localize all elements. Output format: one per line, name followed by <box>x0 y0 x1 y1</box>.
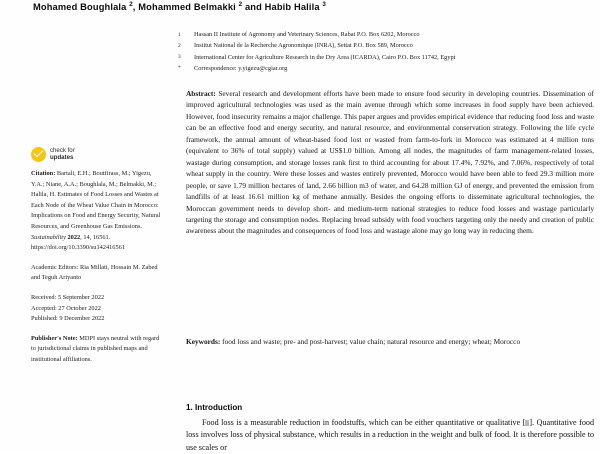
author-separator-1: , Mohammed Belmakki <box>132 2 239 13</box>
author-affiliation-marker-3: 3 <box>322 1 327 8</box>
affiliation-text: Institut National de la Recherche Agronomique (INRA), Settat P.O. Box 589, Morocco <box>194 42 413 50</box>
author-affiliation-marker-2: 2 <box>238 1 243 8</box>
publication-dates-block <box>31 293 163 325</box>
citation-text: Bartali, E.H.; Boutfirass, M.; Yigezu, Y.A.; Niane, A.A.; Boughlala, M.; Belmakki, M.; Halila, H. Estimates of Food Losses and Wastes at Each Node of the Wheat Value Chain in Morocco: Implications on Food and Energy Security, Natural Resources, and Greenhouse Gas Emissions. <box>31 170 161 230</box>
section-body-introduction <box>186 417 594 454</box>
keywords-label: Keywords: <box>186 337 221 346</box>
date-received <box>31 293 163 304</box>
correspondence-marker: * <box>178 65 181 72</box>
date-accepted <box>31 304 163 315</box>
sidebar <box>31 147 163 375</box>
abstract-text: Several research and development efforts have been made to ensure food security in developing countries. Dissemination of improved agricultural technologies was used as the main avenue through which some increases in food supply have been achieved. However, food insecurity remains a major challenge. This paper argues and provides empirical evidence that reducing food loss and waste can be an effective food and energy security, and natural resource, and environmental conservation strategy. Following the life cycle framework, the annual amount of wheat-based food lost or wasted from farm-to-fork in Morocco was estimated at 4 million tons (equivalent to 36% of total supply) valued at US$1.0 billion. Among all nodes, the magnitudes of farm management-related losses, wastage during consumption, and storage losses rank first to third accounting for about 17.4%, 7.92%, and 7.06%, respectively of total wheat supply in the country. Were these losses and wastes entirely prevented, Morocco would have been able to feed 29.3 million more people, or save 1.79 million hectares of land, 2.66 billion m3 of water, and 64.28 million GJ of energy, and prevented the emission from landfills of at least 16.61 million kg of methane annually. Besides the ongoing efforts to disseminate agricultural technologies, the Moroccan government needs to develop short- and medium-term national strategies to reduce food losses and wastage particularly targeting the storage and consumption nodes. Replacing bread subsidy with food vouchers targeting only the needy and creation of public awareness about the magnitudes and consequences of food loss and wastage alone may go long way in reducing them. <box>186 89 594 236</box>
publisher-note-block <box>31 334 163 366</box>
affiliation-marker: 1 <box>178 31 181 38</box>
citation-doi[interactable]: , 14, 16561. https://doi.org/10.3390/su142416561 <box>31 233 125 252</box>
affiliation-text: Hassan II Institute of Agronomy and Veterinary Sciences, Rabat P.O. Box 6202, Morocco <box>194 31 420 38</box>
date-received-value: 5 September 2022 <box>56 293 105 301</box>
date-accepted-value: 27 October 2022 <box>56 304 101 312</box>
author-affiliation-marker-1: 2 <box>129 1 133 8</box>
correspondence-item <box>178 64 596 74</box>
correspondence-email[interactable]: Correspondence: y.yigezu@cgiar.org <box>194 64 288 72</box>
author-byline <box>33 1 593 12</box>
date-received-label: Received: <box>31 293 57 301</box>
affiliations-list <box>178 30 596 75</box>
intro-text-part-1: Food loss is a measurable reduction in foodstuffs, which can be either quantitative or qualitative [ <box>202 418 526 427</box>
author-separator-2: and Habib Halila <box>242 2 323 13</box>
citation-journal: Sustainability <box>31 233 66 241</box>
intro-text-part-2: ]. Quantitative food loss involves loss of physical substance, which results in a reduction in the weight and bulk of food. It is therefore possible to use scales or <box>186 418 595 452</box>
badge-line-2: updates <box>50 153 74 161</box>
academic-editors-block <box>31 263 163 284</box>
abstract-block <box>186 88 594 237</box>
citation-block <box>31 169 163 254</box>
publisher-note-text: MDPI stays neutral with regard to jurisdictional claims in published maps and institutional affiliations. <box>31 334 160 363</box>
section-heading-introduction: 1. Introduction <box>186 403 243 412</box>
affiliation-item <box>178 53 596 63</box>
affiliation-marker: 2 <box>178 42 181 49</box>
publisher-note-label: Publisher's Note: <box>31 334 78 342</box>
date-published <box>31 314 163 325</box>
badge-line-1: check for <box>50 146 75 154</box>
check-for-updates-badge[interactable] <box>31 147 163 162</box>
affiliation-item <box>178 41 596 51</box>
date-published-value: 9 December 2022 <box>57 315 105 323</box>
keywords-text: food loss and waste; pre- and post-harvest; value chain; natural resource and energy; wheat; Morocco <box>220 337 521 346</box>
date-published-label: Published: <box>31 315 58 323</box>
affiliation-item <box>178 30 596 40</box>
affiliation-marker: 3 <box>178 54 181 61</box>
academic-editors-names: Ria Millati, Hossain M. Zabed and Teguh Ariyanto <box>31 263 158 282</box>
affiliation-text: International Center for Agriculture Research in the Dry Area (ICARDA), Cairo P.O. Box 11742, Egypt <box>194 53 456 61</box>
date-accepted-label: Accepted: <box>31 304 57 312</box>
abstract-label: Abstract: <box>186 89 216 98</box>
citation-year-volume: 2022 <box>65 233 81 241</box>
academic-editors-label: Academic Editors: <box>31 263 79 271</box>
citation-label: Citation: <box>31 170 56 177</box>
check-for-updates-label <box>50 148 75 162</box>
keywords-block <box>186 336 594 347</box>
check-circle-icon <box>31 147 46 162</box>
author-name-1: Mohamed Boughlala <box>33 2 130 13</box>
checkmark-glyph <box>34 148 44 158</box>
